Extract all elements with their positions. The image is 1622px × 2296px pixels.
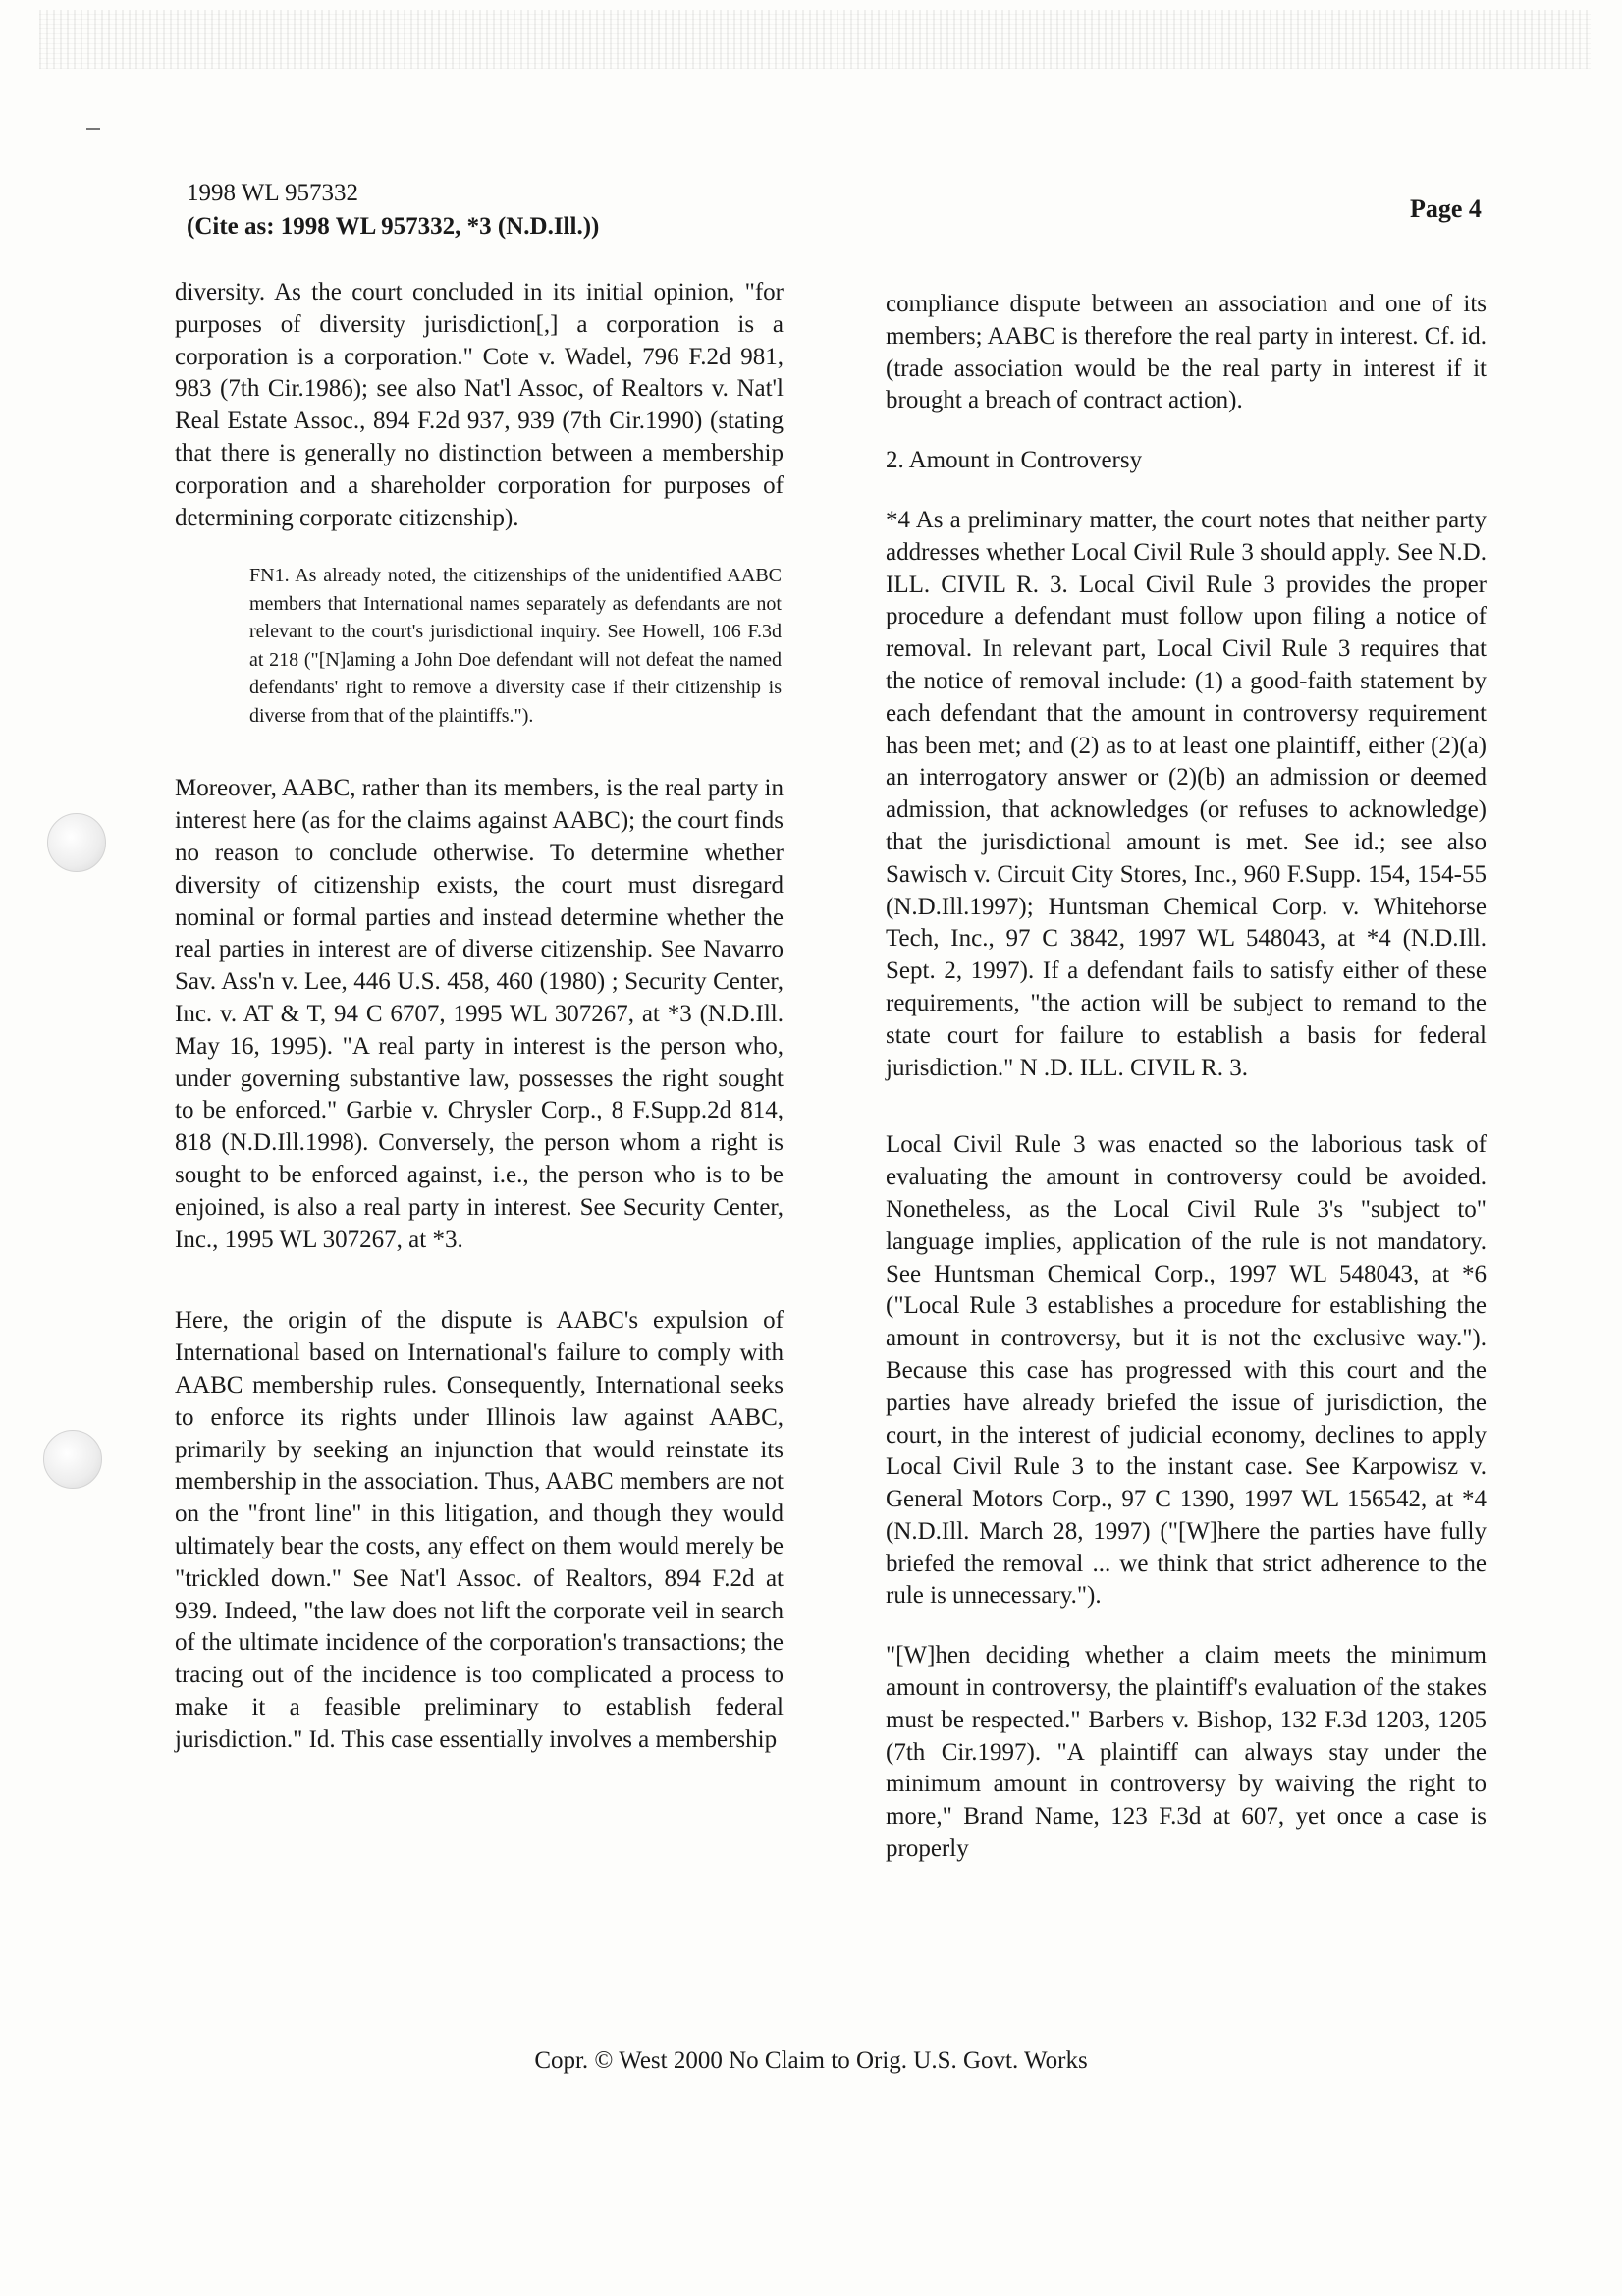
paragraph: Here, the origin of the dispute is AABC's expulsion of International based on International's failure to comply with AABC membership rules. Consequently, International seeks to enforce its rights under Illinois law against AABC, primarily by seeking an injunction that would reinstate its membership in the association. Thus, AABC members are not on the "front line" in this litigation, and though they would ultimately bear the costs, any effect on them would merely be "trickled down." See Nat'l Assoc. of Realtors, 894 F.2d at 939. Indeed, "the law does not lift the corporate veil in search of the ultimate incidence of the corporation's transactions; the tracing out of the incidence is too complicated a process to make it a feasible preliminary to establish federal jurisdiction." Id. This case essentially involves a membership — [175, 1307, 784, 1753]
footnote-fn1: FN1. As already noted, the citizenships of the unidentified AABC members that International names separately as defendants are not relevant to the court's jurisdictional inquiry. See Howell, 106 F.3d at 218 ("[N]aming a John Doe defendant will not defeat the named defendants' right to remove a diversity case if their citizenship is diverse from that of the plaintiffs."). — [249, 565, 782, 727]
paragraph: Local Civil Rule 3 was enacted so the laborious task of evaluating the amount in controversy could be avoided. Nonetheless, as the Local Civil Rule 3's "subject to" language implies, application of the rule is not mandatory. See Huntsman Chemical Corp., 1997 WL 548043, at *6 ("Local Rule 3 establishes a procedure for establishing the amount in controversy, but it is not the exclusive way."). Because this case has progressed with this court and the parties have already briefed the issue of jurisdiction, the court, in the interest of judicial economy, declines to apply Local Civil Rule 3 to the instant case. See Karpowisz v. General Motors Corp., 97 C 1390, 1997 WL 156542, at *4 (N.D.Ill. March 28, 1997) ("[W]here the parties have fully briefed the removal ... we think that strict adherence to the rule is unnecessary."). — [886, 1131, 1487, 1610]
paragraph: *4 As a preliminary matter, the court notes that neither party addresses whether Local Civil Rule 3 should apply. See N.D. ILL. CIVIL R. 3. Local Civil Rule 3 provides the proper procedure a defendant must follow upon filing a notice of removal. In relevant part, Local Civil Rule 3 requires that the notice of removal include: (1) a good-faith statement by each defendant that the amount in controversy requirement has been met; and (2) as to at least one plaintiff, either (2)(a) an interrogatory answer or (2)(b) an admission or deemed admission, that acknowledges (or refuses to acknowledge) that the jurisdictional amount is met. See id.; see also Sawisch v. Circuit City Stores, Inc., 960 F.Supp. 154, 154-55 (N.D.Ill.1997); Huntsman Chemical Corp. v. Whitehorse Tech, Inc., 97 C 3842, 1997 WL 548043, at *4 (N.D.Ill. Sept. 2, 1997). If a defendant fails to satisfy either of these requirements, "the action will be subject to remand to the state court for failure to establish a basis for federal jurisdiction." N .D. ILL. CIVIL R. 3. — [886, 506, 1487, 1081]
scan-noise-strip — [39, 10, 1591, 69]
page-number: Page 4 — [1410, 194, 1482, 223]
citation-line: 1998 WL 957332 — [187, 180, 358, 206]
paragraph: "[W]hen deciding whether a claim meets the minimum amount in controversy, the plaintiff's evaluation of the stakes must be respected." Barbers v. Bishop, 132 F.3d 1203, 1205 (7th Cir.1997). "A plaintiff can always stay under the minimum amount in controversy by waiving the right to more," Brand Name, 123 F.3d at 607, yet once a case is properly — [886, 1642, 1487, 1863]
punch-hole-top — [47, 813, 106, 872]
punch-hole-bottom — [43, 1430, 102, 1489]
paragraph: Moreover, AABC, rather than its members, is the real party in interest here (as for the claims against AABC); the court finds no reason to conclude otherwise. To determine whether diversity of citizenship exists, the court must disregard nominal or formal parties and instead determine whether the real parties in interest are of diverse citizenship. See Navarro Sav. Ass'n v. Lee, 446 U.S. 458, 460 (1980) ; Security Center, Inc. v. AT & T, 94 C 6707, 1995 WL 307267, at *3 (N.D.Ill. May 16, 1995). "A real party in interest is the person who, under governing substantive law, possesses the right sought to be enforced." Garbie v. Chrysler Corp., 8 F.Supp.2d 814, 818 (N.D.Ill.1998). Conversely, the person whom a right is sought to be enforced against, i.e., the person who is to be enjoined, is also a real party in interest. See Security Center, Inc., 1995 WL 307267, at *3. — [175, 775, 784, 1253]
left-column — [175, 277, 784, 1756]
paragraph: diversity. As the court concluded in its initial opinion, "for purposes of diversity jurisdiction[,] a corporation is a corporation is a corporation." Cote v. Wadel, 796 F.2d 981, 983 (7th Cir.1986); see also Nat'l Assoc, of Realtors v. Nat'l Real Estate Assoc., 894 F.2d 937, 939 (7th Cir.1990) (stating that there is generally no distinction between a membership corporation and a shareholder corporation for purposes of determining corporate citizenship). — [175, 279, 784, 531]
page-header — [187, 177, 599, 244]
scan-mark — [86, 128, 100, 130]
right-column — [886, 289, 1487, 1866]
cite-as-line: (Cite as: 1998 WL 957332, *3 (N.D.Ill.)) — [187, 213, 600, 240]
copyright-footer: Copr. © West 2000 No Claim to Orig. U.S. Govt. Works — [534, 2048, 1088, 2074]
section-heading: 2. Amount in Controversy — [886, 447, 1143, 474]
paragraph: compliance dispute between an association and one of its members; AABC is therefore the real party in interest. Cf. id. (trade association would be the real party in interest if it brought a breach of contract action). — [886, 291, 1487, 414]
